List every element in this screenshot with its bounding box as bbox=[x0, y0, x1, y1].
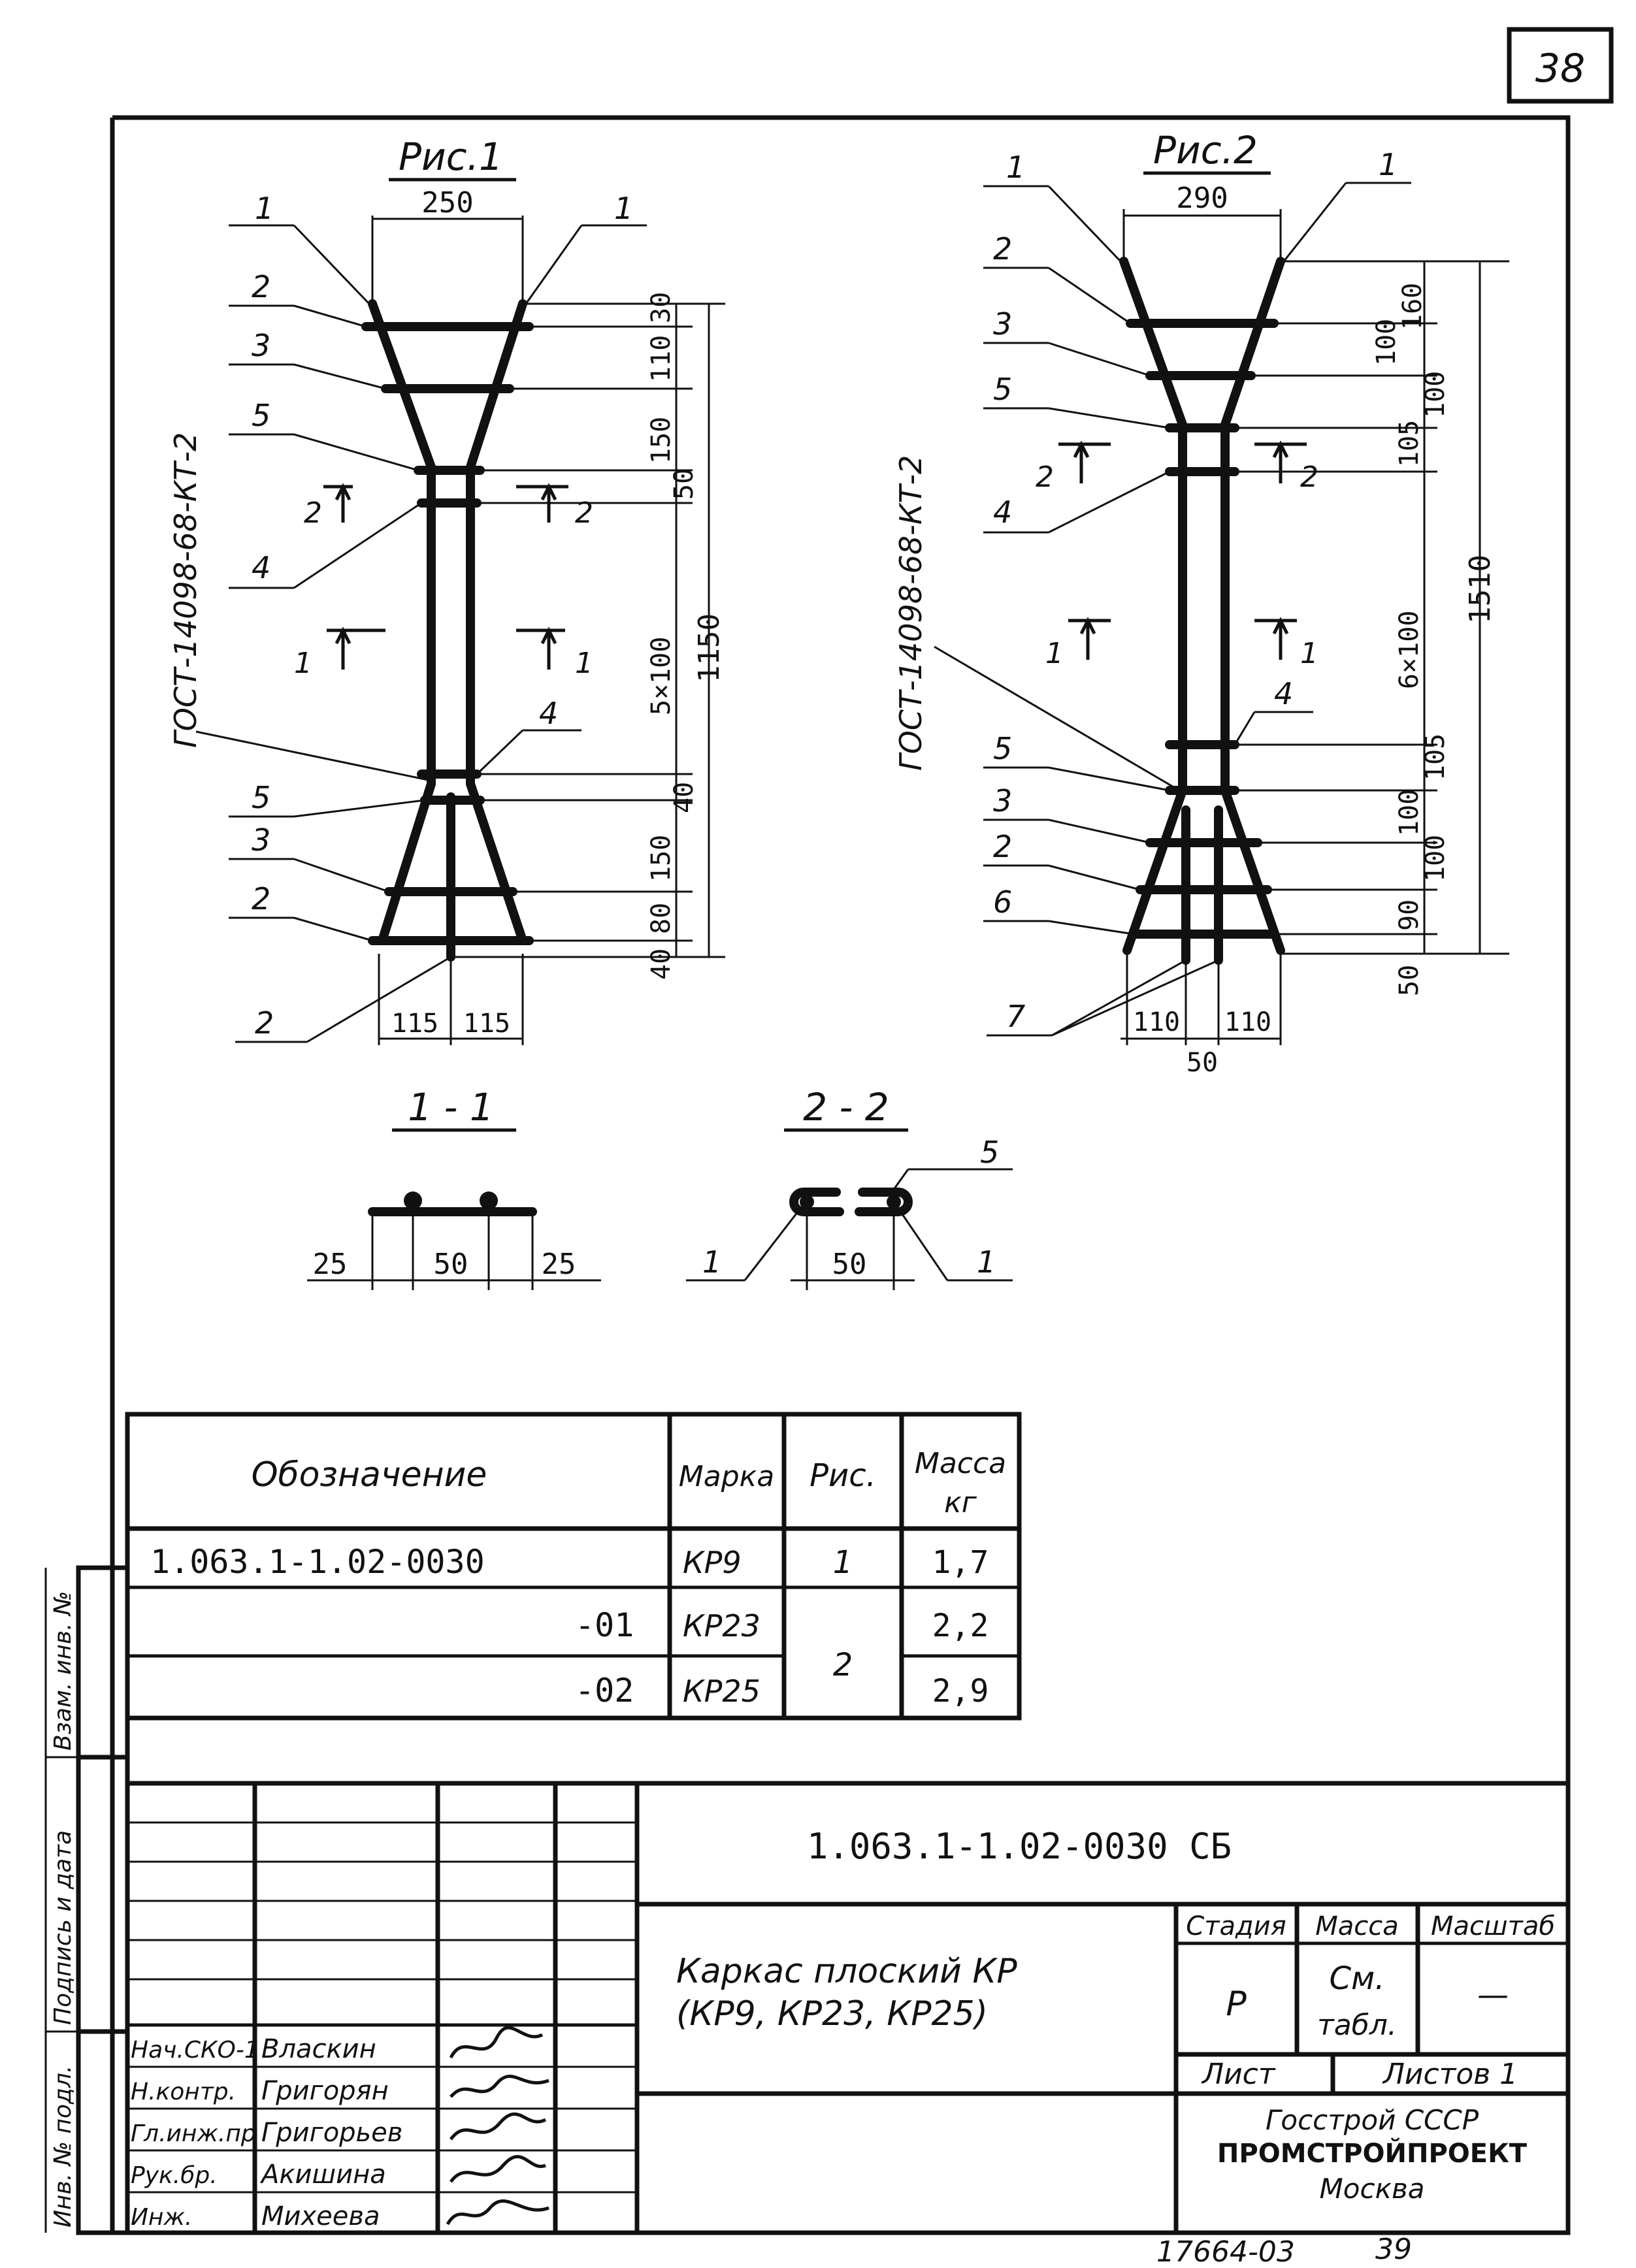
signatures bbox=[448, 2028, 549, 2224]
title-block bbox=[127, 1783, 1568, 2233]
fig2-dim-3: 105 bbox=[1394, 419, 1424, 467]
fig1-title: Рис.1 bbox=[399, 135, 503, 179]
fig2-bottom-center: 50 bbox=[1186, 1048, 1219, 1078]
fig2-dim-7: 100 bbox=[1420, 834, 1450, 882]
fig2-dim-1: 100 bbox=[1371, 318, 1401, 366]
fig1-label-5b: 5 bbox=[252, 780, 271, 815]
section-2-2-label-1a: 1 bbox=[702, 1244, 722, 1280]
fig2-label-3: 3 bbox=[993, 306, 1013, 342]
section-1-1-dim-0: 25 bbox=[312, 1248, 348, 1281]
fig1-dim-1: 110 bbox=[646, 334, 676, 382]
fig2-dim-4: 6×100 bbox=[1394, 610, 1424, 689]
tb-name-2: Григорьев bbox=[261, 2118, 403, 2148]
spec-row-1-mass: 2,2 bbox=[932, 1608, 989, 1644]
fig1-label-2c: 2 bbox=[255, 1005, 274, 1041]
fig1-label-4b: 4 bbox=[539, 696, 559, 731]
tb-scale: — bbox=[1477, 1977, 1509, 2013]
tb-scale-header: Масштаб bbox=[1430, 1911, 1556, 1941]
tb-org3: Москва bbox=[1319, 2173, 1425, 2205]
section-2-2-label-5: 5 bbox=[980, 1135, 1000, 1170]
fig1-total: 1150 bbox=[693, 613, 726, 683]
fig1-label-5: 5 bbox=[252, 398, 271, 433]
fig1-dim-5: 40 bbox=[669, 781, 699, 813]
fig1-dim-0: 30 bbox=[646, 291, 676, 323]
tb-role-4: Инж. bbox=[131, 2204, 193, 2231]
tb-org2: ПРОМСТРОЙПРОЕКТ bbox=[1217, 2139, 1528, 2169]
spec-row-1-fig: 2 bbox=[832, 1647, 853, 1683]
fig2-total: 1510 bbox=[1464, 555, 1497, 624]
section-1-1 bbox=[307, 1085, 601, 1290]
fig2-dim-9: 50 bbox=[1394, 964, 1424, 996]
fig1-dim-4: 5×100 bbox=[646, 636, 676, 715]
fig2-dim-6: 100 bbox=[1394, 788, 1424, 836]
fig1-dim-6: 150 bbox=[646, 834, 676, 882]
tb-sheet-label: Лист bbox=[1202, 2058, 1275, 2091]
tb-name-line2: (КР9, КР23, КР25) bbox=[676, 1994, 988, 2033]
spec-row-0-designation: 1.063.1-1.02-0030 bbox=[150, 1543, 485, 1581]
fig1-label-1a: 1 bbox=[255, 191, 274, 226]
fig2-label-7: 7 bbox=[1006, 999, 1026, 1034]
fig2-gost: ГОСТ-14098-68-КТ-2 bbox=[893, 455, 928, 771]
fig2-label-6: 6 bbox=[993, 884, 1013, 920]
fig2-label-3b: 3 bbox=[993, 783, 1013, 818]
tb-stage-header: Стадия bbox=[1186, 1911, 1286, 1941]
fig2-sec-2-right: 2 bbox=[1300, 461, 1318, 494]
tb-name-3: Акишина bbox=[261, 2160, 386, 2190]
fig1-dim-3: 50 bbox=[669, 468, 699, 500]
tb-org1: Госстрой СССР bbox=[1265, 2104, 1479, 2136]
fig1-label-4a: 4 bbox=[252, 550, 271, 585]
tb-name-line1: Каркас плоский КР bbox=[676, 1952, 1017, 1991]
bottom-archive-number: 17664-03 bbox=[1156, 2235, 1295, 2268]
spec-row-1-mark: КР23 bbox=[683, 1608, 761, 1644]
spec-header-mass: Масса bbox=[914, 1447, 1007, 1480]
section-2-2-label-1b: 1 bbox=[977, 1244, 996, 1280]
spec-row-2-mark: КР25 bbox=[683, 1674, 761, 1709]
fig2-label-2b: 2 bbox=[993, 829, 1013, 864]
fig2-sec-1-left: 1 bbox=[1045, 637, 1064, 670]
fig1-label-2b: 2 bbox=[252, 881, 271, 916]
fig2-dim-2: 100 bbox=[1420, 370, 1450, 418]
tb-name-4: Михеева bbox=[261, 2201, 380, 2231]
fig1-gost: ГОСТ-14098-68-КТ-2 bbox=[168, 432, 203, 748]
fig1-bottom-dim-1: 115 bbox=[463, 1009, 511, 1039]
spec-row-2-mass: 2,9 bbox=[932, 1673, 989, 1709]
fig2-label-5: 5 bbox=[993, 372, 1013, 407]
fig1-sec-2-right: 2 bbox=[575, 496, 593, 530]
fig1-label-2: 2 bbox=[252, 269, 271, 304]
fig2-dim-0: 160 bbox=[1398, 282, 1428, 330]
figure-1 bbox=[168, 135, 726, 1045]
fig1-dim-8: 40 bbox=[646, 948, 676, 980]
tb-code: 1.063.1-1.02-0030 СБ bbox=[806, 1826, 1232, 1867]
fig2-sec-1-right: 1 bbox=[1300, 637, 1318, 670]
spec-row-1-designation: -01 bbox=[575, 1606, 634, 1644]
section-2-2-dim-0: 50 bbox=[832, 1248, 867, 1281]
tb-mass-line2: табл. bbox=[1317, 2009, 1397, 2042]
figure-2 bbox=[893, 128, 1509, 1078]
bottom-page-number: 39 bbox=[1375, 2233, 1412, 2266]
fig1-bottom-dim-0: 115 bbox=[391, 1009, 439, 1039]
fig2-bottom-dim-1: 110 bbox=[1224, 1007, 1272, 1037]
fig2-label-2: 2 bbox=[993, 231, 1013, 267]
fig1-sec-1-left: 1 bbox=[294, 647, 312, 680]
spec-header-mark: Марка bbox=[678, 1460, 775, 1493]
fig2-width-top: 290 bbox=[1176, 182, 1228, 215]
side-stamp bbox=[46, 1568, 127, 2233]
section-2-2-title: 2 - 2 bbox=[803, 1085, 889, 1129]
tb-role-0: Нач.СКО-1 bbox=[131, 2037, 259, 2064]
tb-mass-line1: См. bbox=[1329, 1960, 1385, 1997]
fig2-label-4b: 4 bbox=[1274, 676, 1294, 711]
fig2-bottom-dim-0: 110 bbox=[1132, 1007, 1181, 1037]
spec-header-fig: Рис. bbox=[810, 1457, 876, 1494]
fig1-dim-7: 80 bbox=[646, 902, 676, 934]
section-1-1-title: 1 - 1 bbox=[408, 1085, 494, 1129]
fig2-dim-8: 90 bbox=[1394, 899, 1424, 931]
spec-header-mass-unit: кг bbox=[944, 1486, 977, 1519]
fig2-sec-2-left: 2 bbox=[1036, 461, 1054, 494]
tb-role-2: Гл.инж.пр bbox=[131, 2120, 256, 2147]
side-stamp-vzam-inv: Взам. инв. № bbox=[50, 1591, 76, 1751]
fig1-sec-1-right: 1 bbox=[575, 647, 593, 680]
fig2-dim-5: 105 bbox=[1420, 733, 1450, 781]
fig1-width-top: 250 bbox=[421, 186, 474, 219]
tb-name-0: Власкин bbox=[261, 2034, 376, 2064]
fig1-sec-2-left: 2 bbox=[304, 496, 322, 530]
spec-row-2-designation: -02 bbox=[575, 1672, 634, 1709]
tb-name-1: Григорян bbox=[261, 2076, 389, 2106]
spec-header-designation: Обозначение bbox=[251, 1455, 487, 1495]
tb-role-1: Н.контр. bbox=[131, 2079, 237, 2105]
spec-table bbox=[127, 1414, 1019, 1718]
fig2-label-1a: 1 bbox=[1006, 150, 1026, 185]
fig2-label-4a: 4 bbox=[993, 494, 1013, 530]
section-2-2 bbox=[686, 1085, 1013, 1290]
tb-role-3: Рук.бр. bbox=[131, 2162, 218, 2189]
fig1-label-1b: 1 bbox=[614, 191, 634, 226]
fig1-label-3: 3 bbox=[252, 328, 271, 363]
section-1-1-dim-2: 25 bbox=[541, 1248, 576, 1281]
fig1-label-3b: 3 bbox=[252, 822, 271, 858]
fig2-label-1b: 1 bbox=[1379, 147, 1398, 182]
side-stamp-inv-podl: Инв. № подл. bbox=[50, 2065, 76, 2228]
fig2-label-5b: 5 bbox=[993, 731, 1013, 766]
fig2-title: Рис.2 bbox=[1153, 128, 1258, 172]
fig1-dim-2: 150 bbox=[646, 416, 676, 464]
tb-mass-header: Масса bbox=[1315, 1911, 1399, 1941]
spec-row-0-fig: 1 bbox=[832, 1544, 853, 1581]
sheet-number: 38 bbox=[1535, 46, 1586, 91]
tb-sheets-label: Листов 1 bbox=[1382, 2058, 1518, 2091]
spec-row-0-mass: 1,7 bbox=[932, 1544, 989, 1581]
section-1-1-dim-1: 50 bbox=[433, 1248, 468, 1281]
spec-row-0-mark: КР9 bbox=[683, 1545, 742, 1580]
tb-stage: Р bbox=[1226, 1984, 1247, 2024]
side-stamp-signature-date: Подпись и дата bbox=[50, 1830, 76, 2025]
